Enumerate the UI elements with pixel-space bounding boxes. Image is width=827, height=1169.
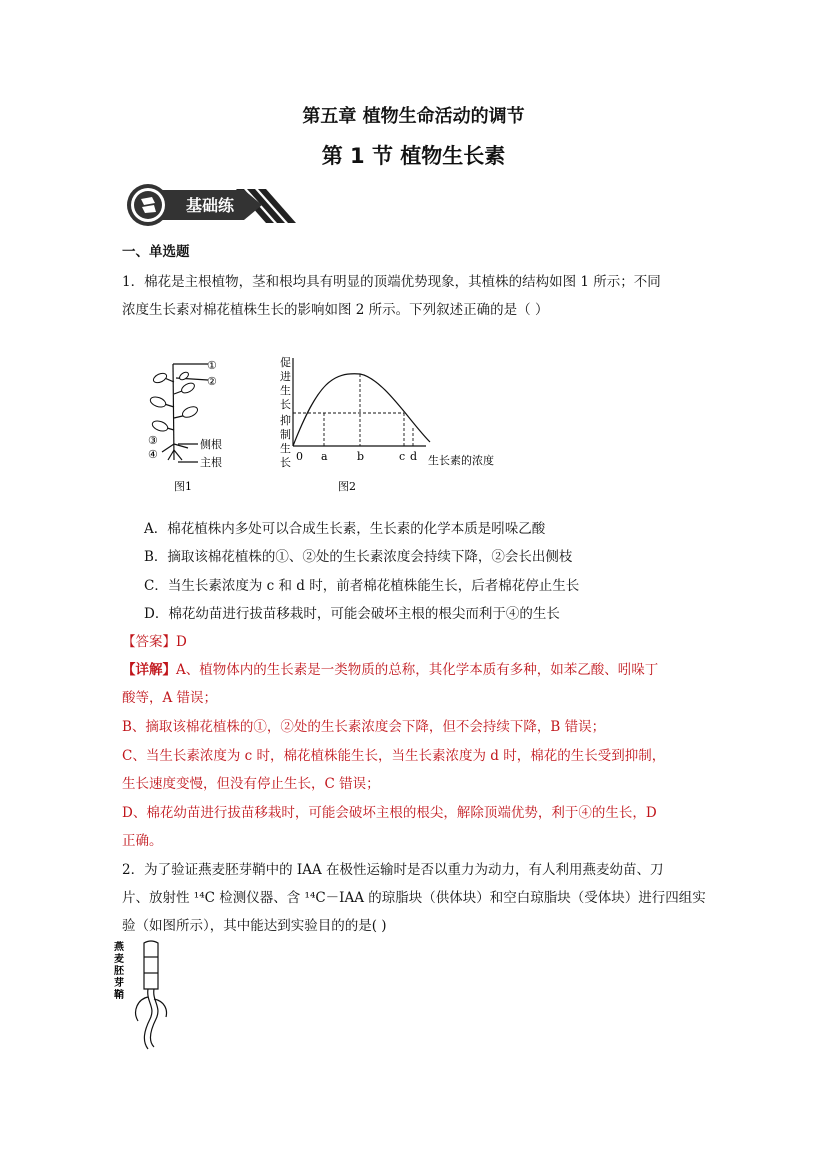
q1-option-c: C．当生长素浓度为 c 和 d 时，前者棉花植株能生长，后者棉花停止生长 — [144, 578, 580, 594]
q1-explain-d-line1: D、棉花幼苗进行拔苗移栽时，可能会破坏主根的根尖，解除顶端优势，利于④的生长，D — [122, 805, 657, 821]
label-3: ③ — [148, 434, 158, 447]
q1-option-b: B．摘取该棉花植株的①、②处的生长素浓度会持续下降，②会长出侧枝 — [144, 549, 573, 565]
tick-b: b — [357, 450, 365, 463]
section-heading: 一、单选题 — [122, 244, 190, 260]
q2-line1: 2．为了验证燕麦胚芽鞘中的 IAA 在极性运输时是否以重力为动力，有人利用燕麦幼苗、刀 — [122, 862, 664, 878]
oat-label-char-2: 麦 — [114, 954, 124, 965]
oat-label-char-5: 鞘 — [114, 990, 124, 1001]
q1-explain-b: B、摘取该棉花植株的①，②处的生长素浓度会下降，但不会持续下降，B 错误； — [122, 719, 606, 735]
oat-label-char-3: 胚 — [114, 966, 124, 977]
q1-explain-a-line2: 酸等，A 错误； — [122, 690, 218, 706]
basic-practice-banner — [126, 183, 298, 227]
oat-coleoptile-figure — [114, 937, 174, 1052]
q1-answer: 【答案】D — [122, 634, 187, 650]
banner-label: 基础练 — [186, 196, 235, 215]
y-top-char-3: 生 — [280, 384, 291, 397]
q1-option-a: A．棉花植株内多处可以合成生长素，生长素的化学本质是吲哚乙酸 — [144, 521, 546, 537]
fig1-caption: 图1 — [174, 480, 192, 493]
q2-line3: 验（如图所示），其中能达到实验目的的是( ) — [122, 918, 387, 934]
explain-tag: 【详解】 — [122, 662, 176, 678]
oat-label-char-1: 燕 — [114, 942, 124, 953]
q2-line2: 片、放射性 ¹⁴C 检测仪器、含 ¹⁴C－IAA 的琼脂块（供体块）和空白琼脂块（受体块）进行四组实 — [122, 890, 706, 906]
q1-figure — [148, 352, 528, 500]
chapter-title: 第五章 植物生命活动的调节 — [302, 106, 525, 127]
tick-a: a — [321, 450, 328, 463]
side-root-label: 侧根 — [200, 438, 222, 451]
origin-label: 0 — [296, 450, 303, 463]
section-title: 第 1 节 植物生长素 — [321, 144, 506, 168]
oat-label-char-4: 芽 — [114, 978, 124, 989]
q1-stem-line2: 浓度生长素对棉花植株生长的影响如图 2 所示。下列叙述正确的是（ ） — [122, 302, 549, 318]
y-bottom-char-3: 生 — [280, 442, 291, 455]
tick-c: c — [399, 450, 406, 463]
y-top-char-1: 促 — [280, 356, 291, 369]
tick-d: d — [410, 450, 418, 463]
x-axis-label: 生长素的浓度 — [428, 454, 494, 467]
explain-a-text: A、植物体内的生长素是一类物质的总称，其化学本质有多种，如苯乙酸、吲哚丁 — [176, 662, 659, 678]
q1-option-d: D．棉花幼苗进行拔苗移栽时，可能会破坏主根的根尖而利于④的生长 — [144, 606, 560, 622]
y-top-char-2: 进 — [280, 370, 291, 383]
label-4: ④ — [148, 448, 158, 461]
q1-explain-a-line1 — [122, 660, 658, 680]
fig2-caption: 图2 — [338, 480, 356, 493]
q1-stem-line1: 1．棉花是主根植物，茎和根均具有明显的顶端优势现象，其植株的结构如图 1 所示；不同 — [122, 274, 661, 290]
growth-response-graph — [293, 358, 430, 446]
y-bottom-char-4: 长 — [280, 456, 291, 469]
label-1: ① — [207, 359, 217, 372]
q1-explain-d-line2: 正确。 — [122, 833, 163, 849]
y-top-char-4: 长 — [280, 398, 291, 411]
q1-explain-c-line1: C、当生长素浓度为 c 时，棉花植株能生长，当生长素浓度为 d 时，棉花的生长受到抑制， — [122, 748, 666, 764]
label-2: ② — [207, 375, 217, 388]
q1-explain-c-line2: 生长速度变慢，但没有停止生长，C 错误； — [122, 776, 380, 792]
y-bottom-char-2: 制 — [280, 428, 291, 441]
main-root-label: 主根 — [200, 456, 222, 469]
y-bottom-char-1: 抑 — [280, 414, 291, 427]
